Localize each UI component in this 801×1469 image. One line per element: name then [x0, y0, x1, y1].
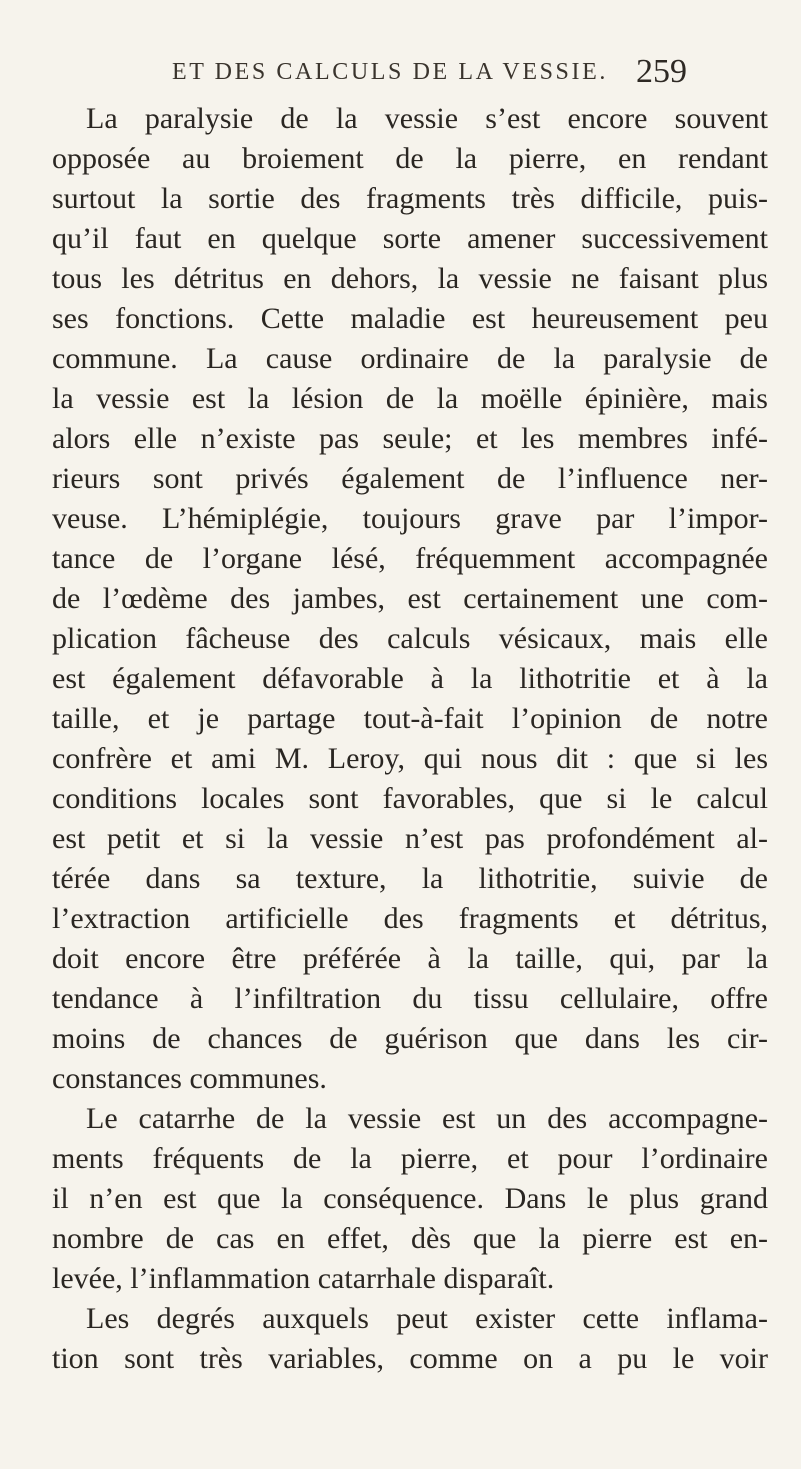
text-line: ses fonctions. Cette maladie est heureusement peu: [52, 302, 768, 335]
text-line: térée dans sa texture, la lithotritie, suivie de: [52, 862, 768, 895]
text-line: constances communes.: [52, 1062, 327, 1095]
text-line: tance de l’organe lésé, fréquemment accompagnée: [52, 542, 768, 575]
text-line: taille, et je partage tout-à-fait l’opinion de notre: [52, 702, 768, 735]
text-line: ments fréquents de la pierre, et pour l’ordinaire: [52, 1142, 768, 1175]
text-line: Le catarrhe de la vessie est un des accompagne-: [86, 1102, 768, 1135]
text-line: confrère et ami M. Leroy, qui nous dit : que si les: [52, 742, 768, 775]
text-line: l’extraction artificielle des fragments et détritus,: [52, 902, 768, 935]
text-line: conditions locales sont favorables, que si le calcul: [52, 782, 768, 815]
text-line: levée, l’inflammation catarrhale disparaît.: [52, 1262, 555, 1295]
text-line: il n’en est que la conséquence. Dans le plus grand: [52, 1182, 768, 1215]
text-line: de l’œdème des jambes, est certainement une com-: [52, 582, 768, 615]
text-line: est également défavorable à la lithotritie et à la: [52, 662, 768, 695]
text-line: la vessie est la lésion de la moëlle épinière, mais: [52, 382, 768, 415]
text-line: rieurs sont privés également de l’influence ner-: [52, 462, 768, 495]
text-line: nombre de cas en effet, dès que la pierre est en-: [52, 1222, 768, 1255]
text-line: surtout la sortie des fragments très difficile, puis-: [52, 182, 768, 215]
body-text: [52, 99, 768, 1379]
text-line: tous les détritus en dehors, la vessie ne faisant plus: [52, 262, 768, 295]
running-head: [172, 55, 687, 91]
text-line: qu’il faut en quelque sorte amener successivement: [52, 222, 768, 255]
text-line: doit encore être préférée à la taille, qui, par la: [52, 942, 768, 975]
text-line: moins de chances de guérison que dans les cir-: [52, 1022, 768, 1055]
text-line: alors elle n’existe pas seule; et les membres infé-: [52, 422, 768, 455]
text-line: tendance à l’infiltration du tissu cellulaire, offre: [52, 982, 768, 1015]
text-line: Les degrés auxquels peut exister cette inflama-: [86, 1302, 768, 1335]
text-line: est petit et si la vessie n’est pas profondément al-: [52, 822, 768, 855]
text-line: tion sont très variables, comme on a pu le voir: [52, 1342, 768, 1375]
text-line: veuse. L’hémiplégie, toujours grave par l’impor-: [52, 502, 768, 535]
running-title: ET DES CALCULS DE LA VESSIE.: [172, 59, 608, 85]
text-line: commune. La cause ordinaire de la paralysie de: [52, 342, 768, 375]
text-line: La paralysie de la vessie s’est encore souvent: [86, 102, 768, 135]
page-number: 259: [636, 53, 687, 90]
text-line: plication fâcheuse des calculs vésicaux, mais elle: [52, 622, 768, 655]
text-line: opposée au broiement de la pierre, en rendant: [52, 142, 768, 175]
